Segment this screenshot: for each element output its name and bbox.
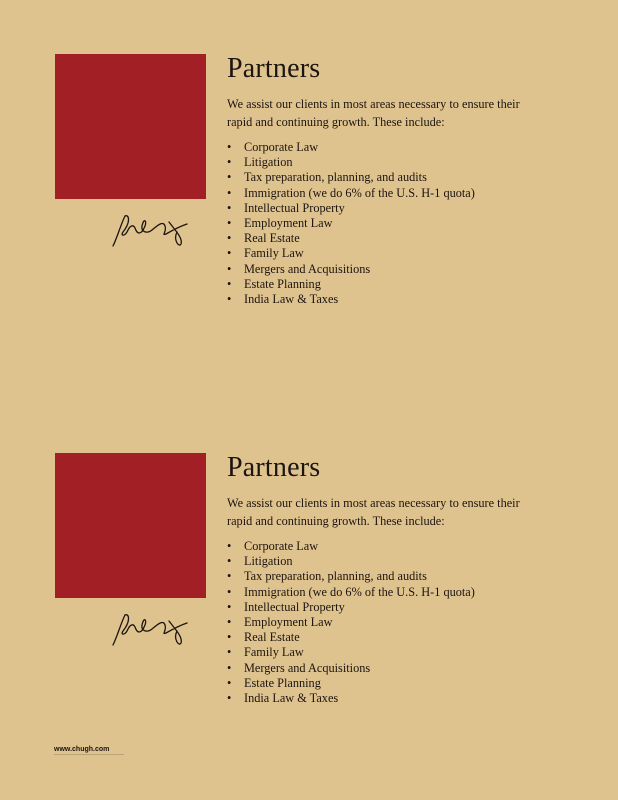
- intro-text: We assist our clients in most areas necessary to ensure their rapid and continuing growth. These include:: [227, 496, 520, 528]
- list-item: • Estate Planning: [227, 277, 475, 292]
- list-item: • Immigration (we do 6% of the U.S. H-1 quota): [227, 186, 475, 201]
- footer-url[interactable]: www.chugh.com: [54, 746, 124, 755]
- list-item: • Real Estate: [227, 630, 475, 645]
- signature-icon: [111, 204, 195, 250]
- list-item: • Intellectual Property: [227, 201, 475, 216]
- partners-section-1: [0, 54, 618, 384]
- section-title: Partners: [227, 452, 321, 483]
- list-item: • Employment Law: [227, 216, 475, 231]
- list-item: • Litigation: [227, 155, 475, 170]
- list-item: • India Law & Taxes: [227, 292, 475, 307]
- list-item: • Litigation: [227, 554, 475, 569]
- list-item: • Estate Planning: [227, 676, 475, 691]
- photo-placeholder-block: [55, 54, 206, 199]
- list-item: • Corporate Law: [227, 539, 475, 554]
- list-item: • Tax preparation, planning, and audits: [227, 569, 475, 584]
- signature-icon: [111, 603, 195, 649]
- list-item: • Real Estate: [227, 231, 475, 246]
- list-item: • Family Law: [227, 645, 475, 660]
- list-item: • Mergers and Acquisitions: [227, 661, 475, 676]
- photo-placeholder-block: [55, 453, 206, 598]
- list-item: • Immigration (we do 6% of the U.S. H-1 quota): [227, 585, 475, 600]
- list-item: • India Law & Taxes: [227, 691, 475, 706]
- list-item: • Tax preparation, planning, and audits: [227, 170, 475, 185]
- list-item: • Mergers and Acquisitions: [227, 262, 475, 277]
- intro-text: We assist our clients in most areas necessary to ensure their rapid and continuing growth. These include:: [227, 97, 520, 129]
- partners-section-2: [0, 453, 618, 783]
- section-title: Partners: [227, 53, 321, 84]
- list-item: • Employment Law: [227, 615, 475, 630]
- services-list: [227, 140, 475, 307]
- services-list: [227, 539, 475, 706]
- list-item: • Intellectual Property: [227, 600, 475, 615]
- list-item: • Corporate Law: [227, 140, 475, 155]
- list-item: • Family Law: [227, 246, 475, 261]
